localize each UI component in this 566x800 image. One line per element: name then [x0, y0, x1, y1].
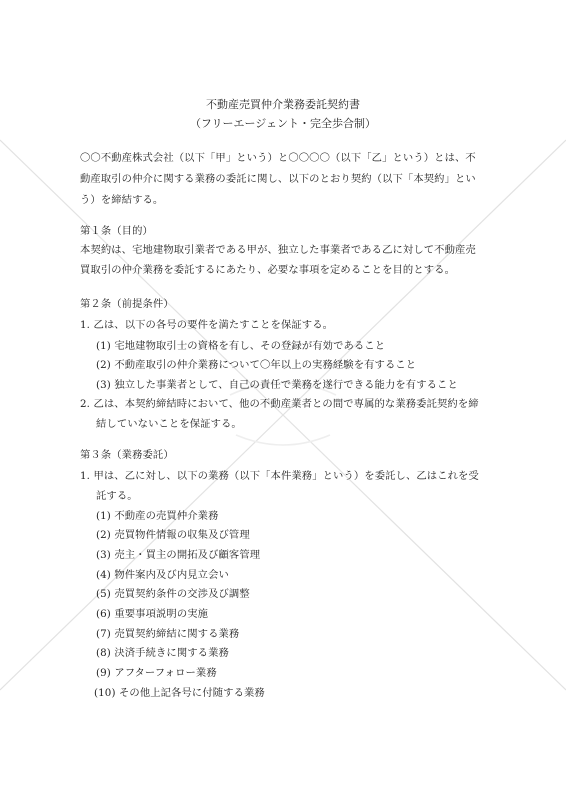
article-3-subitem: (4) 物件案内及び内見立会い	[96, 569, 229, 581]
preamble-line: う）を締結する。	[80, 194, 164, 206]
article-1-body-line: 本契約は、宅地建物取引業者である甲が、独立した事業者である乙に対して不動産売	[80, 244, 476, 256]
document-subtitle: （フリーエージェント・完全歩合制）	[189, 117, 377, 130]
preamble-line: 〇〇不動産株式会社（以下「甲」という）と〇〇〇〇（以下「乙」という）とは、不	[80, 152, 476, 164]
preamble-line: 動産取引の仲介に関する業務の委託に関し、以下のとおり契約（以下「本契約」とい	[80, 173, 476, 185]
article-2-item-2: 2. 乙は、本契約締結時において、他の不動産業者との間で専属的な業務委託契約を締	[80, 398, 479, 410]
article-3-subitem: (2) 売買物件情報の収集及び管理	[96, 529, 250, 541]
article-3-subitem: (3) 売主・買主の開拓及び顧客管理	[96, 549, 261, 561]
article-2-item-1: 1. 乙は、以下の各号の要件を満たすことを保証する。	[80, 319, 334, 331]
article-1-heading: 第１条（目的）	[80, 225, 153, 237]
article-2-subitem: (1) 宅地建物取引士の資格を有し、その登録が有効であること	[96, 340, 386, 352]
article-3-item-1-cont: 託する。	[96, 490, 138, 502]
article-3-heading: 第３条（業務委託）	[80, 449, 174, 461]
article-2-subitem: (2) 不動産取引の仲介業務について〇年以上の実務経験を有すること	[96, 359, 417, 371]
article-3-subitem: (5) 売買契約条件の交渉及び調整	[96, 588, 250, 600]
article-3-subitem: (6) 重要事項説明の実施	[96, 608, 209, 620]
article-3-subitem: (10) その他上記各号に付随する業務	[94, 687, 265, 699]
article-3-subitem: (8) 決済手続きに関する業務	[96, 647, 229, 659]
article-1-body-line: 買取引の仲介業務を委託するにあたり、必要な事項を定めることを目的とする。	[80, 264, 456, 276]
article-2-heading: 第２条（前提条件）	[80, 298, 174, 310]
article-2-item-2-cont: 結していないことを保証する。	[96, 418, 242, 430]
document-title: 不動産売買仲介業務委託契約書	[206, 98, 360, 111]
article-3-subitem: (9) アフターフォロー業務	[96, 667, 217, 679]
article-3-subitem: (1) 不動産の売買仲介業務	[96, 510, 219, 522]
article-3-item-1: 1. 甲は、乙に対し、以下の業務（以下「本件業務」という）を委託し、乙はこれを受	[80, 470, 479, 482]
article-3-subitem: (7) 売買契約締結に関する業務	[96, 628, 240, 640]
article-2-subitem: (3) 独立した事業者として、自己の責任で業務を遂行できる能力を有すること	[96, 379, 458, 391]
